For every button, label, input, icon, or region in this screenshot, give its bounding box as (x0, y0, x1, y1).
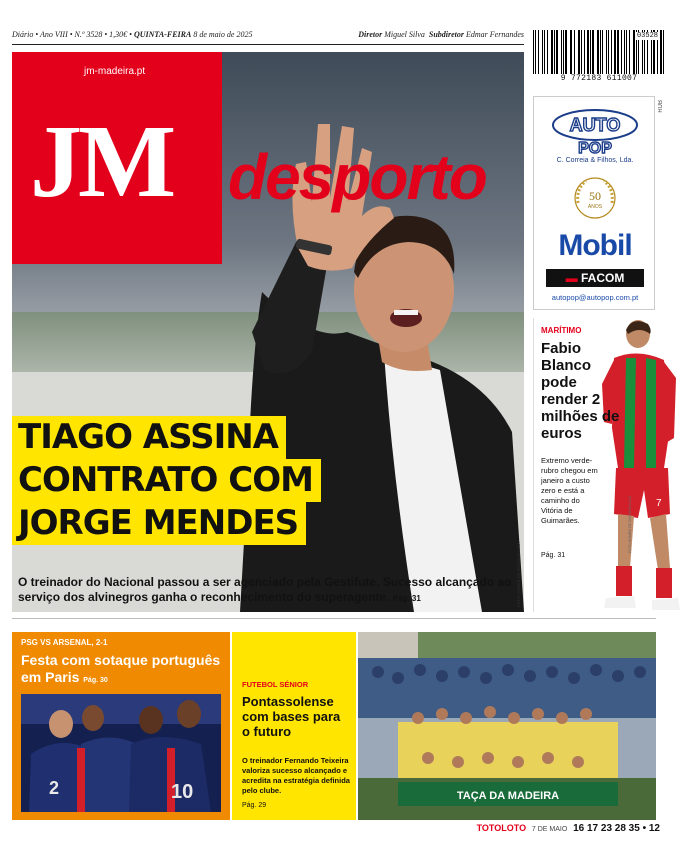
psg-title-text: Festa com sotaque português em Paris (21, 652, 221, 685)
advert-rib-label: RUB (658, 100, 664, 113)
mobil-logo (534, 229, 656, 263)
psg-story (12, 632, 230, 820)
barcode-bar (611, 30, 612, 74)
barcode-bar (535, 30, 536, 74)
psg-title (21, 652, 221, 689)
advert-company: C. Correia & Filhos, Lda. (556, 157, 634, 164)
subdirector-label: Subdiretor (428, 30, 464, 39)
pontassolense-page-ref: Pág. 29 (242, 802, 267, 809)
barcode-number: 9 772183 611007 (560, 74, 638, 83)
section-title: desporto (228, 141, 486, 213)
barcode-bar (538, 30, 539, 74)
side-photo-credit: FOTO HOMEM DE GOUVEIA/LUSA (628, 496, 632, 553)
lead-photo-credit: FOTO HOMEM DE GOUVEIA/LUSA (516, 541, 521, 607)
pontassolense-title: Pontassolense com bases para o futuro (242, 694, 341, 739)
barcode-bar (544, 30, 545, 74)
svg-text:AUTO: AUTO (569, 115, 621, 135)
section-divider (12, 618, 656, 619)
svg-text:7: 7 (656, 498, 662, 509)
barcode-bar (600, 30, 601, 74)
logo-block (12, 52, 222, 264)
headline-line-3: JORGE MENDES (12, 502, 306, 545)
facom-text: FACOM (581, 271, 625, 285)
barcode-bar (554, 30, 555, 74)
svg-text:2: 2 (49, 778, 60, 798)
barcode-bar (590, 30, 591, 74)
totoloto-date: 7 DE MAIO (531, 826, 568, 833)
lead-subline-text: O treinador do Nacional passou a ser agenciado pela Gestifute. Sucesso alcançado ao serviço dos alvinegros ganha o reconhecimento do superagente. (18, 575, 512, 604)
barcode-bar (571, 30, 572, 74)
barcode-bar (592, 30, 594, 74)
mobil-text: Mobil (558, 229, 632, 262)
barcode-bar (629, 30, 630, 74)
barcode-bar (584, 30, 585, 74)
director-name: Miguel Silva (384, 30, 425, 39)
psg-page-ref: Pág. 30 (83, 677, 108, 684)
barcode-bar (624, 30, 625, 74)
barcode-bar (533, 30, 534, 74)
barcode-bar (587, 30, 588, 74)
director-label: Diretor (358, 30, 383, 39)
advert-box (533, 96, 655, 310)
barcode-bar (565, 30, 566, 74)
edition-day: QUINTA-FEIRA (133, 30, 192, 39)
barcode-bar (561, 30, 562, 74)
psg-players-illustration (21, 694, 221, 812)
hero-photo (12, 52, 524, 612)
side-page-ref: Pág. 31 (541, 552, 566, 559)
psg-photo (21, 694, 221, 812)
barcode-bar (570, 30, 571, 74)
barcode-bar (663, 30, 664, 74)
site-url: jm-madeira.pt (84, 66, 146, 77)
masthead-info-bar (12, 30, 524, 42)
edition-date: 8 de maio de 2025 (193, 30, 253, 39)
barcode-bar (633, 30, 635, 74)
edition-info: Diário • Ano VIII • N.º 3528 • 1,30€ • (12, 30, 132, 39)
anniversary-seal (570, 173, 620, 223)
subdirector-name: Edmar Fernandes (466, 30, 524, 39)
barcode-bar (602, 30, 603, 74)
barcode (533, 30, 665, 86)
barcode-bar (551, 30, 552, 74)
barcode-issue: 03528 (636, 32, 658, 40)
facom-logo (546, 269, 644, 287)
pontassolense-story (232, 632, 356, 820)
barcode-bar (578, 30, 580, 74)
pontassolense-kicker: FUTEBOL SÉNIOR (242, 680, 309, 689)
barcode-bar (542, 30, 544, 74)
seal-number: 50 (589, 189, 601, 203)
totoloto-label: TOTOLOTO (476, 823, 527, 833)
logo-mark: JM (30, 104, 173, 219)
lead-headline (12, 416, 321, 545)
psg-kicker: PSG VS ARSENAL, 2-1 (21, 638, 108, 647)
barcode-bar (574, 30, 575, 74)
side-title: Fabio Blanco pode render 2 milhões de euros (541, 340, 620, 442)
autopop-logo (550, 107, 640, 155)
barcode-bar (547, 30, 548, 74)
barcode-bar (563, 30, 564, 74)
lead-page-ref: Pág. 31 (392, 594, 421, 603)
totoloto-numbers: 16 17 23 28 35 • 12 (573, 823, 660, 834)
side-text: Extremo verde-rubro chegou em janeiro a custo zero e está a caminho do Vitória de Guimarães. (541, 456, 598, 525)
barcode-bar (660, 30, 661, 74)
side-kicker: MARÍTIMO (541, 326, 582, 335)
advert-email: autopop@autopop.com.pt (551, 293, 639, 302)
facom-mark-icon: ▬ (565, 271, 581, 285)
staff-credits (358, 30, 524, 39)
pontassolense-text: O treinador Fernando Teixeira valoriza sucesso alcançado e acredita na estratégia definida pelo clube. (242, 756, 350, 795)
svg-text:10: 10 (171, 781, 194, 803)
barcode-bar (621, 30, 622, 74)
team-photo (358, 632, 656, 820)
totoloto (470, 823, 660, 839)
barcode-bar (606, 30, 607, 74)
barcode-bar (597, 30, 598, 74)
lead-subline (18, 575, 518, 606)
barcode-bar (617, 30, 618, 74)
barcode-bar (614, 30, 616, 74)
headline-line-2: CONTRATO COM (12, 459, 321, 502)
barcode-bar (608, 30, 609, 74)
side-story (533, 318, 681, 612)
barcode-bar (556, 30, 558, 74)
masthead-rule (12, 44, 524, 45)
headline-line-1: TIAGO ASSINA (12, 416, 286, 459)
barcode-bar (626, 30, 627, 74)
svg-text:POP: POP (578, 140, 612, 155)
team-banner: TAÇA DA MADEIRA (456, 790, 560, 802)
barcode-bar (581, 30, 582, 74)
seal-label: ANOS (587, 204, 603, 210)
team-celebration-illustration (358, 632, 656, 820)
